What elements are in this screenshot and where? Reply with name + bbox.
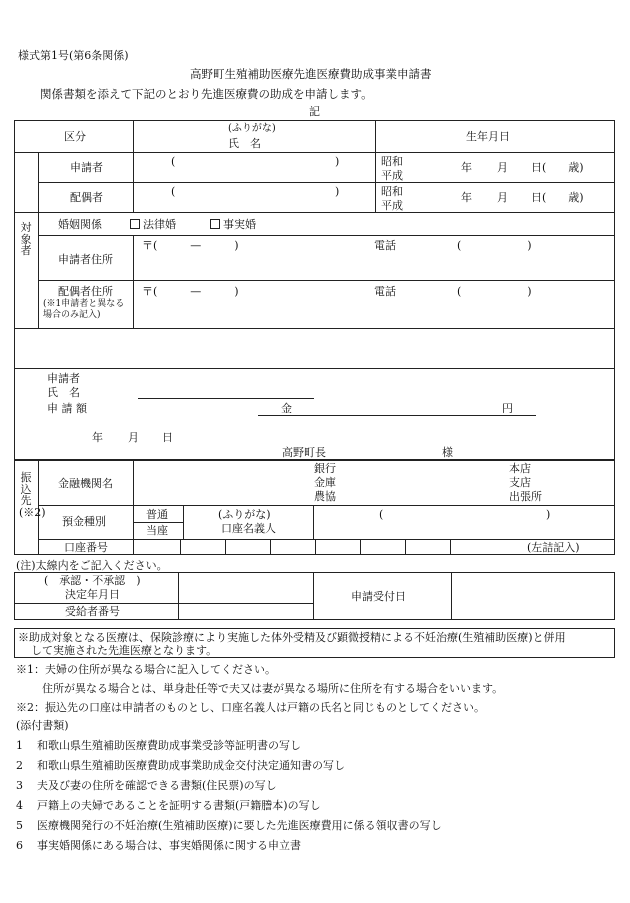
type-bank: 銀行 bbox=[314, 462, 336, 475]
name-header: 氏 名 bbox=[228, 137, 261, 150]
branch-shutchojo: 出張所 bbox=[509, 490, 542, 503]
spouse-furigana-close: ) bbox=[335, 185, 340, 198]
spouse-furigana-open: ( bbox=[171, 185, 176, 198]
bold-note: (注)太線内をご記入ください。 bbox=[16, 559, 168, 572]
spouse-address-note: (※1申請者と異なる場合のみ記入) bbox=[43, 299, 125, 321]
recipient-no-label: 受給者番号 bbox=[65, 605, 120, 618]
branch-honten: 本店 bbox=[509, 462, 531, 475]
app-yen-prefix: 金 bbox=[281, 402, 292, 415]
applicant-postal: 〒( — ) bbox=[142, 239, 239, 252]
spouse-phone-value: ( ) bbox=[457, 285, 532, 298]
app-applicant-label: 申請者 bbox=[47, 372, 80, 385]
spouse-showa: 昭和 bbox=[381, 185, 403, 198]
spouse-day-age: 日( 歳) bbox=[531, 191, 584, 204]
holder-furigana: (ふりがな) bbox=[218, 508, 271, 521]
holder-label: 口座名義人 bbox=[221, 522, 276, 535]
kubun-header: 区分 bbox=[64, 130, 86, 143]
boxed-note-line2: して実施された先進医療となります。 bbox=[31, 644, 218, 657]
app-name-label: 氏 名 bbox=[47, 386, 80, 399]
target-side-label: 対象者 bbox=[20, 221, 32, 258]
marital-option-common-law[interactable]: 事実婚 bbox=[210, 219, 256, 230]
spouse-year: 年 bbox=[461, 191, 472, 204]
approval-label: ( 承認・不承認 ) bbox=[44, 574, 141, 587]
app-date-day: 日 bbox=[162, 431, 173, 444]
applicant-phone-label: 電話 bbox=[374, 239, 396, 252]
applicant-day-age: 日( 歳) bbox=[531, 161, 584, 174]
applicant-showa: 昭和 bbox=[381, 155, 403, 168]
app-date-month: 月 bbox=[128, 431, 139, 444]
list-item: 4 戸籍上の夫婦であることを証明する書類(戸籍謄本)の写し bbox=[16, 799, 321, 812]
bank-side-label: 振込先(※2) bbox=[19, 471, 46, 519]
applicant-furigana-close: ) bbox=[335, 155, 340, 168]
account-number-label: 口座番号 bbox=[64, 541, 108, 554]
type-kinko: 金庫 bbox=[314, 476, 336, 489]
list-item: 1 和歌山県生殖補助医療費助成事業受診等証明書の写し bbox=[16, 739, 301, 752]
checkbox-icon[interactable] bbox=[210, 219, 220, 229]
institution-label: 金融機関名 bbox=[58, 477, 113, 490]
applicant-furigana-open: ( bbox=[171, 155, 176, 168]
deposit-toza[interactable]: 当座 bbox=[146, 524, 168, 537]
list-item: 5 医療機関発行の不妊治療(生殖補助医療)に要した先進医療費用に係る領収書の写し bbox=[16, 819, 442, 832]
intro-text: 関係書類を添えて下記のとおり先進医療費の助成を申請します。 bbox=[40, 87, 373, 101]
attachments-title: (添付書類) bbox=[16, 719, 69, 732]
deposit-futsu[interactable]: 普通 bbox=[146, 508, 168, 521]
spouse-label: 配偶者 bbox=[70, 191, 103, 204]
list-item: 2 和歌山県生殖補助医療費助成事業助成金交付決定通知書の写し bbox=[16, 759, 345, 772]
decision-date-label: 決定年月日 bbox=[65, 588, 120, 601]
ki-label: 記 bbox=[309, 105, 320, 118]
marital-option-legal[interactable]: 法律婚 bbox=[130, 219, 176, 230]
spouse-month: 月 bbox=[497, 191, 508, 204]
spouse-phone-label: 電話 bbox=[374, 285, 396, 298]
app-yen-suffix: 円 bbox=[502, 402, 513, 415]
note-2: ※2：振込先の口座は申請者のものとし、口座名義人は戸籍の氏名と同じものとしてください。 bbox=[16, 701, 485, 714]
applicant-heisei: 平成 bbox=[381, 169, 403, 182]
spouse-postal: 〒( — ) bbox=[142, 285, 239, 298]
app-date-year: 年 bbox=[92, 431, 103, 444]
holder-paren-close: ) bbox=[546, 508, 551, 521]
birth-header: 生年月日 bbox=[466, 130, 510, 143]
mayor-label: 高野町長 bbox=[282, 446, 326, 459]
left-justify-note: (左詰記入) bbox=[527, 541, 580, 554]
form-title: 高野町生殖補助医療先進医療費助成事業申請書 bbox=[190, 67, 432, 81]
marital-label: 婚姻関係 bbox=[58, 218, 102, 231]
applicant-month: 月 bbox=[497, 161, 508, 174]
holder-paren-open: ( bbox=[379, 508, 384, 521]
applicant-year: 年 bbox=[461, 161, 472, 174]
list-item: 3 夫及び妻の住所を確認できる書類(住民票)の写し bbox=[16, 779, 277, 792]
boxed-note-line1: ※助成対象となる医療は、保険診療により実施した体外受精及び顕微授精による不妊治療(生殖補助医療)と併用 bbox=[18, 631, 566, 644]
list-item: 6 事実婚関係にある場合は、事実婚関係に関する申立書 bbox=[16, 839, 301, 852]
branch-shiten: 支店 bbox=[509, 476, 531, 489]
app-amount-label: 申 請 額 bbox=[47, 402, 87, 415]
applicant-address-label: 申請者住所 bbox=[58, 253, 113, 266]
applicant-phone-value: ( ) bbox=[457, 239, 532, 252]
spouse-heisei: 平成 bbox=[381, 199, 403, 212]
form-id: 様式第1号(第6条関係) bbox=[18, 49, 129, 62]
note-1: ※1：夫婦の住所が異なる場合に記入してください。 bbox=[16, 663, 276, 676]
applicant-label: 申請者 bbox=[70, 161, 103, 174]
furigana-header: (ふりがな) bbox=[228, 123, 276, 134]
deposit-label: 預金種別 bbox=[62, 515, 106, 528]
mayor-sama: 様 bbox=[442, 446, 453, 459]
spouse-address-label: 配偶者住所 bbox=[58, 285, 113, 298]
checkbox-icon[interactable] bbox=[130, 219, 140, 229]
note-1-detail: 住所が異なる場合とは、単身赴任等で夫又は妻が異なる場所に住所を有する場合をいいます。 bbox=[42, 682, 504, 695]
receipt-date-label: 申請受付日 bbox=[351, 590, 406, 603]
type-nokyo: 農協 bbox=[314, 490, 336, 503]
